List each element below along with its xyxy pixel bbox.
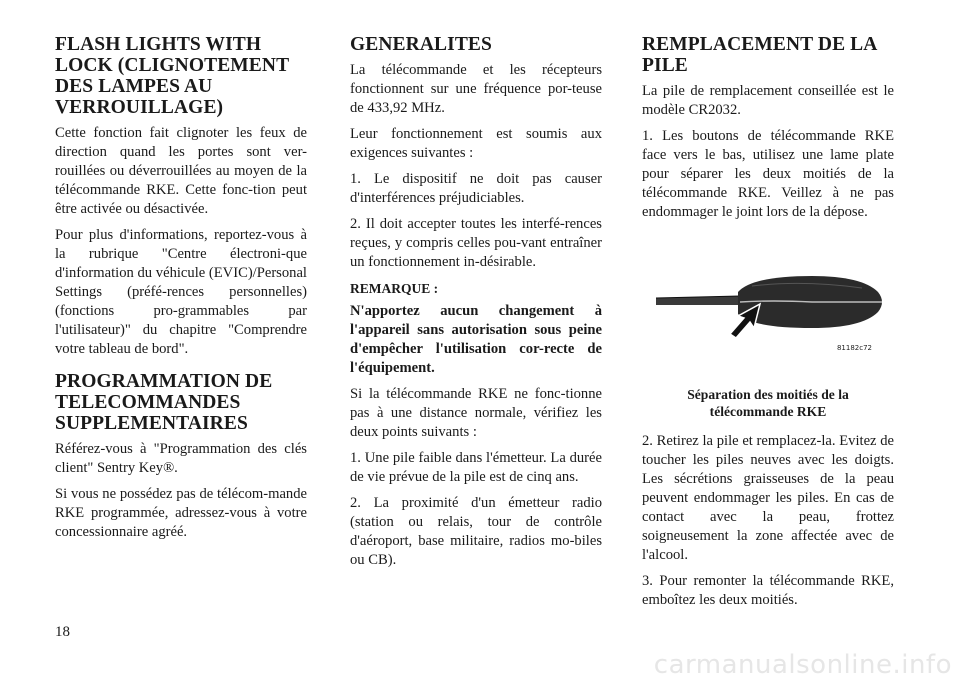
page-number: 18 [55,624,70,640]
paragraph-range-check: Si la télécommande RKE ne fonc-tionne pas à une distance normale, vérifiez les deux points suivants : [350,386,602,440]
paragraph-step-1: 1. Les boutons de télécommande RKE face vers le bas, utilisez une lame plate pour séparer les deux moitiés de la télécommande RKE. Veillez à ne pas endommager le joint lors de la dépose. [642,128,894,220]
paragraph-step-2: 2. Retirez la pile et remplacez-la. Evitez de toucher les piles neuves avec les doigts. Les sécrétions graisseuses de la peau peuvent endommager les piles. En cas de contact avec la peau, frottez soigneusement la zone affectée avec de l'alcool. [642,433,894,563]
column-middle [350,34,602,577]
figure-caption: Séparation des moitiés de la télécommande RKE [687,387,849,419]
paragraph-weak-battery: 1. Une pile faible dans l'émetteur. La durée de vie prévue de la pile est de cinq ans. [350,450,602,485]
column-right [642,34,894,617]
column-left [55,34,307,549]
paragraph-evic-reference: Pour plus d'informations, reportez-vous à la rubrique "Centre électroni-que d'information du véhicule (EVIC)/Personal Settings (préfé-rences personnelles) (fonctions pro-grammables par l'utilisateur)" du chapitre "Comprendre votre tableau de bord". [55,227,307,357]
heading-remplacement-pile: REMPLACEMENT DE LA PILE [642,34,877,76]
paragraph-requirement-1: 1. Le dispositif ne doit pas causer d'interférences préjudiciables. [350,171,602,206]
paragraph-frequency: La télécommande et les récepteurs fonctionnent sur une fréquence por-teuse de 433,92 MHz. [350,62,602,116]
heading-programmation: PROGRAMMATION DE TELECOMMANDES SUPPLEMENTAIRES [55,371,273,434]
note-title: REMARQUE : [350,281,439,296]
paragraph-requirements: Leur fonctionnement est soumis aux exigences suivantes : [350,126,602,161]
paragraph-requirement-2: 2. Il doit accepter toutes les interfé-rences reçues, y compris celles pou-vant entraîner un fonctionnement in-désirable. [350,216,602,270]
paragraph-dealer: Si vous ne possédez pas de télécom-mande RKE programmée, adressez-vous à votre concessionnaire agréé. [55,486,307,540]
heading-flash-lights: FLASH LIGHTS WITH LOCK (CLIGNOTEMENT DES LAMPES AU VERROUILLAGE) [55,34,289,118]
key-fob-illustration [642,236,894,384]
heading-generalites: GENERALITES [350,34,492,55]
key-fob-drawing [642,236,894,384]
note-body: N'apportez aucun changement à l'appareil sans autorisation sous peine d'empêcher l'utilisation cor-recte de l'équipement. [350,303,602,376]
paragraph-battery-model: La pile de remplacement conseillée est le modèle CR2032. [642,83,894,118]
paragraph-radio-proximity: 2. La proximité d'un émetteur radio (station ou relais, tour de contrôle d'aéroport, base militaire, radios mo-biles ou CB). [350,495,602,568]
figure-code: 81182c72 [836,344,872,352]
watermark: carmanualsonline.info [653,650,952,680]
paragraph-step-3: 3. Pour remonter la télécommande RKE, emboîtez les deux moitiés. [642,573,894,608]
paragraph-flash-description: Cette fonction fait clignoter les feux de direction quand les portes sont ver-rouillées ou déverrouillées au moyen de la télécommande RKE. Cette fonc-tion peut être activée ou désactivée. [55,125,307,217]
paragraph-sentry-key: Référez-vous à "Programmation des clés client" Sentry Key®. [55,441,307,476]
